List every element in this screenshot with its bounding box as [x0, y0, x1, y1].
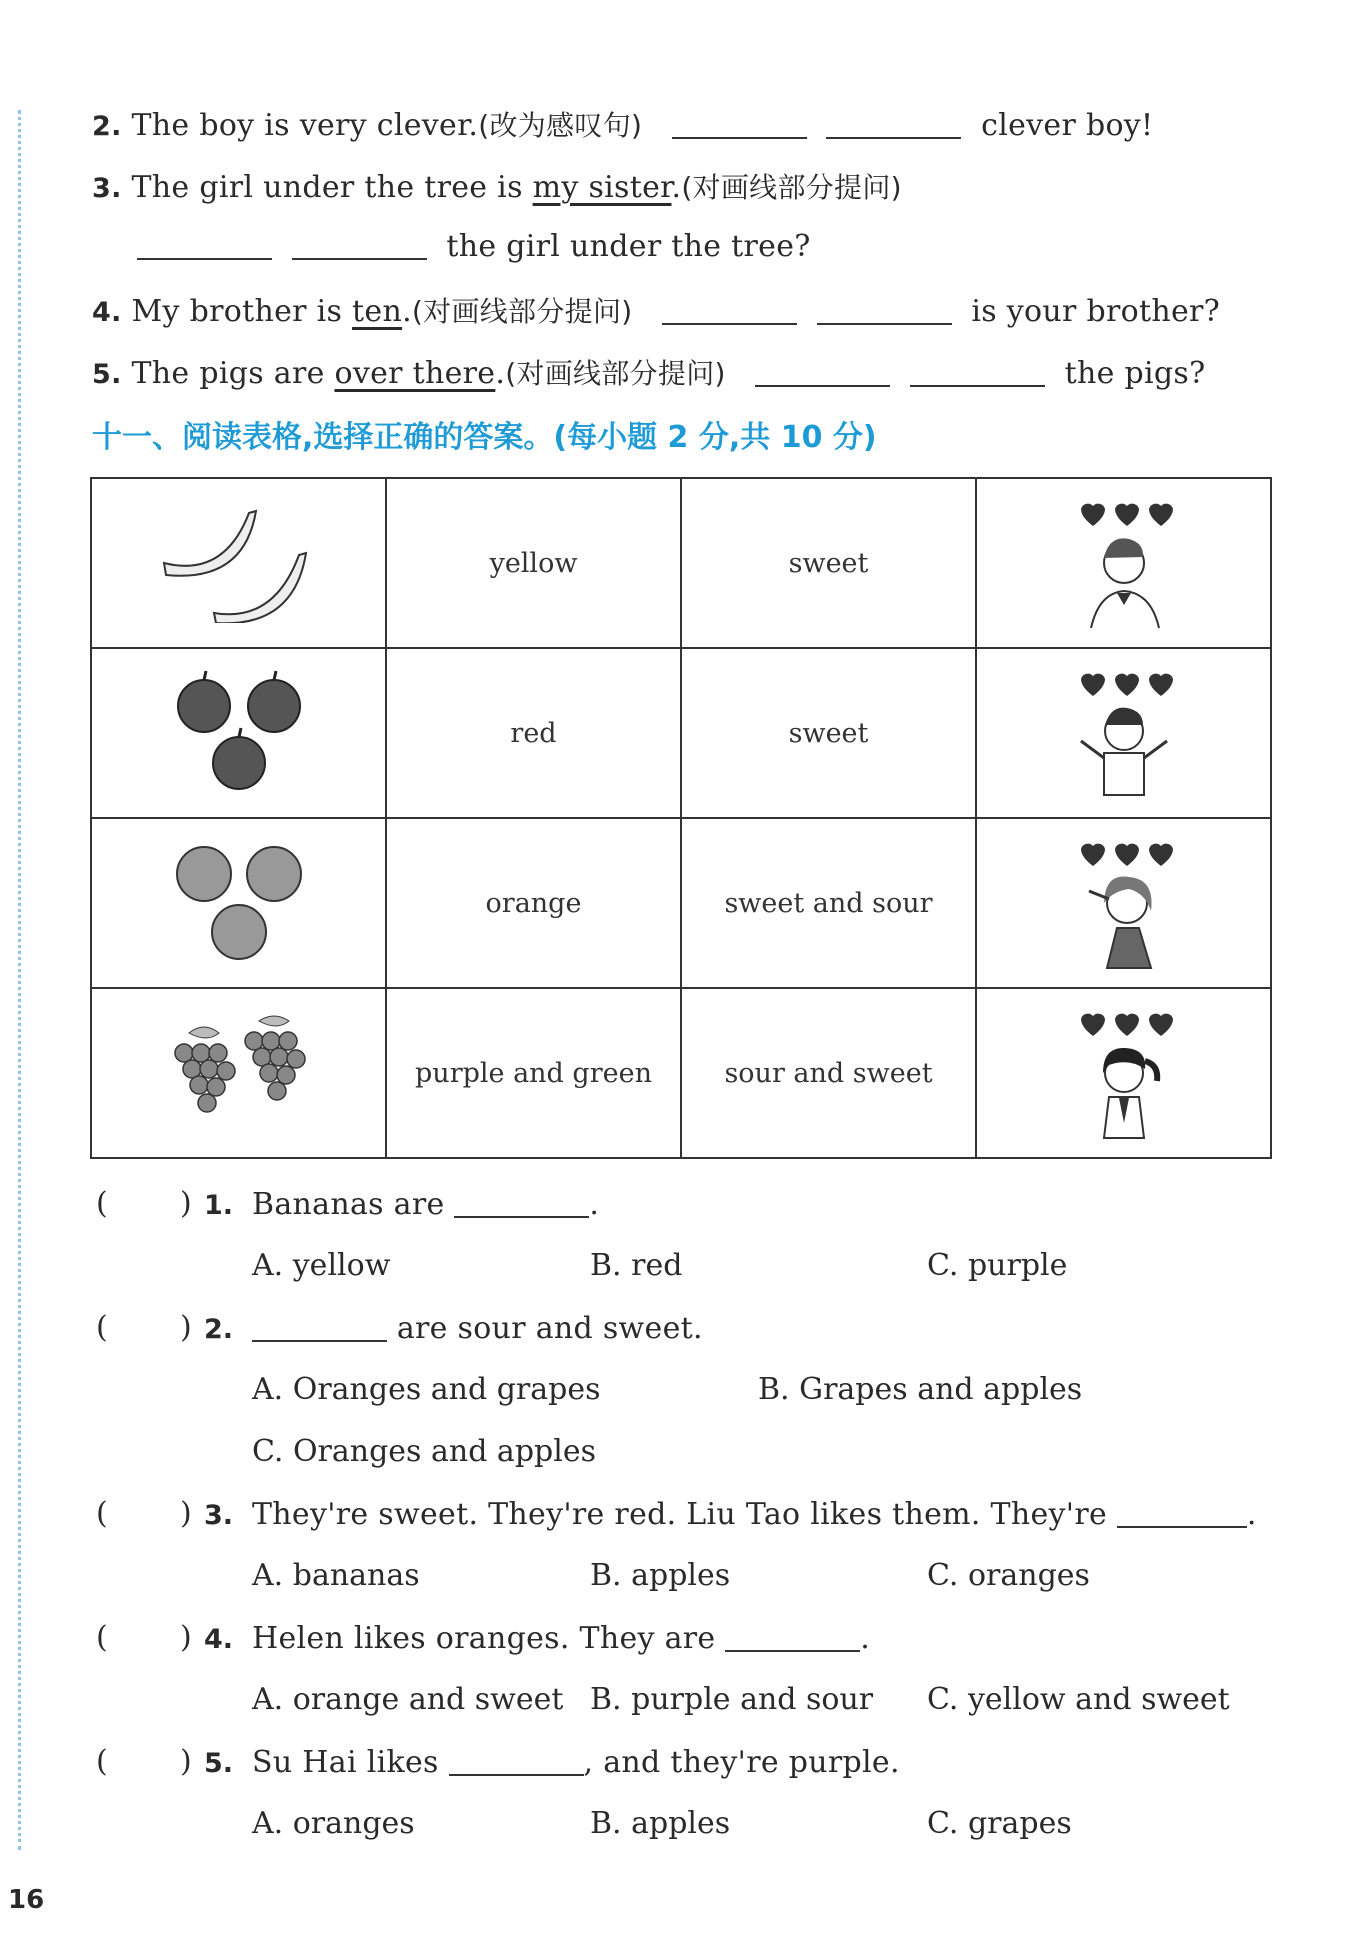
question-number: 5. [204, 1748, 234, 1779]
margin-dotted-line [18, 110, 21, 1850]
option-c[interactable]: C. grapes [927, 1806, 1072, 1841]
option-c[interactable]: C. Oranges and apples [252, 1434, 596, 1469]
question-number: 2. [204, 1314, 234, 1345]
item-punct: . [402, 294, 412, 329]
answer-paren-close: ) [180, 1186, 192, 1221]
item-tail: the pigs? [1064, 356, 1206, 391]
answer-blank[interactable] [292, 228, 427, 260]
taste-cell: sweet [681, 478, 976, 648]
question-text-end: . [860, 1621, 871, 1656]
girl-with-ponytail-icon [1059, 1003, 1189, 1143]
rewrite-item-4 [92, 290, 1220, 330]
boy-with-backpack-icon [1059, 663, 1189, 803]
fruit-cell [91, 648, 386, 818]
apple-icon [169, 668, 309, 798]
answer-blank[interactable] [817, 293, 952, 325]
item-tail: clever boy! [981, 108, 1154, 143]
answer-blank[interactable] [826, 107, 961, 139]
boy-icon [1059, 493, 1189, 633]
item-instruction: (对画线部分提问) [505, 357, 726, 390]
answer-blank[interactable] [449, 1744, 584, 1776]
question-1 [252, 1186, 599, 1222]
answer-paren-open: ( [96, 1496, 108, 1531]
item-instruction: (改为感叹句) [478, 109, 643, 142]
fruit-cell [91, 988, 386, 1158]
option-a[interactable]: A. bananas [252, 1558, 420, 1593]
answer-paren-open: ( [96, 1310, 108, 1345]
answer-paren-close: ) [180, 1744, 192, 1779]
question-text-end: . [1246, 1497, 1257, 1532]
question-text-end: . [589, 1187, 600, 1222]
item-number: 4. [92, 297, 122, 328]
underlined-phrase: over there [334, 356, 496, 391]
table-row [91, 818, 1271, 988]
page-number: 16 [8, 1885, 45, 1915]
rewrite-item-3-answer-line [137, 228, 811, 264]
option-a[interactable]: A. Oranges and grapes [252, 1372, 601, 1407]
option-b[interactable]: B. purple and sour [590, 1682, 874, 1717]
fruit-table [90, 477, 1272, 1159]
person-cell [976, 648, 1271, 818]
option-c[interactable]: C. oranges [927, 1558, 1090, 1593]
item-sentence: The boy is very clever. [131, 108, 479, 143]
rewrite-item-3 [92, 166, 902, 206]
question-number: 1. [204, 1190, 234, 1221]
item-instruction: (对画线部分提问) [411, 295, 633, 328]
color-cell: orange [386, 818, 681, 988]
option-a[interactable]: A. orange and sweet [252, 1682, 564, 1717]
answer-blank[interactable] [137, 228, 272, 260]
question-text-end: are sour and sweet. [387, 1311, 703, 1346]
answer-blank[interactable] [1117, 1496, 1247, 1528]
question-text-end: , and they're purple. [583, 1745, 900, 1780]
question-text: Su Hai likes [252, 1745, 449, 1780]
option-b[interactable]: B. apples [590, 1806, 731, 1841]
item-tail: is your brother? [971, 294, 1221, 329]
rewrite-item-5 [92, 352, 1206, 392]
answer-box[interactable] [112, 1620, 178, 1654]
question-text: Bananas are [252, 1187, 455, 1222]
taste-cell: sweet and sour [681, 818, 976, 988]
answer-paren-open: ( [96, 1744, 108, 1779]
item-number: 2. [92, 111, 122, 142]
person-cell [976, 988, 1271, 1158]
answer-paren-close: ) [180, 1496, 192, 1531]
color-cell: purple and green [386, 988, 681, 1158]
item-instruction: (对画线部分提问) [681, 171, 902, 204]
answer-paren-close: ) [180, 1310, 192, 1345]
question-2 [252, 1310, 703, 1346]
answer-box[interactable] [112, 1496, 178, 1530]
person-cell [976, 818, 1271, 988]
answer-paren-close: ) [180, 1620, 192, 1655]
question-text: Helen likes oranges. They are [252, 1621, 726, 1656]
grapes-icon [159, 1013, 319, 1133]
taste-cell: sour and sweet [681, 988, 976, 1158]
answer-blank[interactable] [725, 1620, 860, 1652]
fruit-cell [91, 478, 386, 648]
color-cell: yellow [386, 478, 681, 648]
option-b[interactable]: B. red [590, 1248, 683, 1283]
underlined-phrase: my sister [532, 170, 672, 205]
question-number: 3. [204, 1500, 234, 1531]
answer-box[interactable] [112, 1310, 178, 1344]
table-row [91, 988, 1271, 1158]
item-sentence: My brother is [131, 294, 353, 329]
question-4 [252, 1620, 870, 1656]
question-5 [252, 1744, 900, 1780]
option-b[interactable]: B. apples [590, 1558, 731, 1593]
answer-box[interactable] [112, 1744, 178, 1778]
answer-box[interactable] [112, 1186, 178, 1220]
question-3 [252, 1496, 1257, 1532]
item-punct: . [495, 356, 506, 391]
table-row [91, 648, 1271, 818]
color-cell: red [386, 648, 681, 818]
answer-paren-open: ( [96, 1620, 108, 1655]
question-number: 4. [204, 1624, 234, 1655]
item-punct: . [671, 170, 682, 205]
answer-blank[interactable] [454, 1186, 589, 1218]
option-c[interactable]: C. yellow and sweet [927, 1682, 1230, 1717]
person-cell [976, 478, 1271, 648]
option-a[interactable]: A. oranges [252, 1806, 415, 1841]
answer-blank[interactable] [662, 293, 797, 325]
answer-blank[interactable] [755, 355, 890, 387]
rewrite-item-2 [92, 104, 1153, 144]
answer-blank[interactable] [672, 107, 807, 139]
girl-waving-icon [1059, 833, 1189, 973]
option-a[interactable]: A. yellow [252, 1248, 391, 1283]
question-text: They're sweet. They're red. Liu Tao likes them. They're [252, 1497, 1117, 1532]
underlined-phrase: ten [352, 294, 403, 329]
option-b[interactable]: B. Grapes and apples [758, 1372, 1083, 1407]
item-number: 3. [92, 173, 122, 204]
answer-blank[interactable] [910, 355, 1045, 387]
section-title: 十一、阅读表格,选择正确的答案。(每小题 2 分,共 10 分) [92, 420, 877, 455]
item-sentence: The girl under the tree is [131, 170, 533, 205]
item-tail: the girl under the tree? [446, 229, 811, 264]
fruit-cell [91, 818, 386, 988]
orange-icon [169, 838, 309, 968]
option-c[interactable]: C. purple [927, 1248, 1068, 1283]
answer-paren-open: ( [96, 1186, 108, 1221]
item-sentence: The pigs are [131, 356, 335, 391]
banana-icon [154, 503, 324, 623]
answer-blank[interactable] [252, 1310, 387, 1342]
item-number: 5. [92, 359, 122, 390]
taste-cell: sweet [681, 648, 976, 818]
table-row [91, 478, 1271, 648]
